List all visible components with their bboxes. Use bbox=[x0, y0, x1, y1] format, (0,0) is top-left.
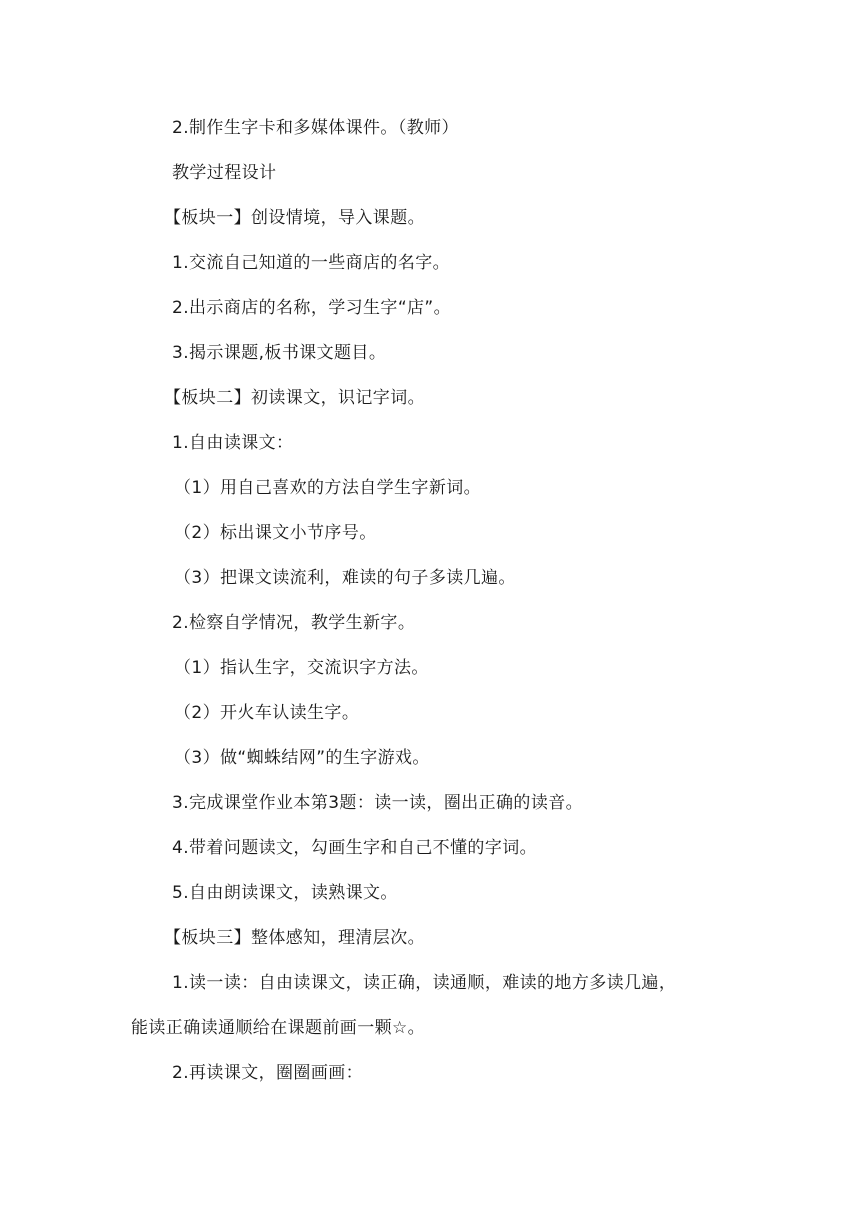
block-1-step-2: 2.出示商店的名称，学习生字“店”。 bbox=[172, 298, 452, 318]
block-2-heading: 【板块二】初读课文，识记字词。 bbox=[164, 388, 425, 408]
block-2-step-1-sub-2: （2）标出课文小节序号。 bbox=[174, 523, 377, 543]
block-2-step-2-sub-2: （2）开火车认读生字。 bbox=[174, 703, 360, 723]
block-2-step-1-sub-1: （1）用自己喜欢的方法自学生字新词。 bbox=[174, 478, 482, 498]
section-heading: 教学过程设计 bbox=[172, 163, 277, 183]
block-2-step-1-sub-3: （3）把课文读流利，难读的句子多读几遍。 bbox=[174, 568, 516, 588]
block-3-heading: 【板块三】整体感知，理清层次。 bbox=[164, 928, 425, 948]
block-3-step-1: 1.读一读：自由读课文，读正确，读通顺，难读的地方多读几遍， bbox=[172, 973, 677, 993]
block-3-step-1-continued: 能读正确读通顺给在课题前画一颗☆。 bbox=[131, 1018, 426, 1038]
block-2-step-1: 1.自由读课文： bbox=[172, 433, 294, 453]
block-2-step-3: 3.完成课堂作业本第3题：读一读，圈出正确的读音。 bbox=[172, 793, 584, 813]
block-2-step-2: 2.检察自学情况，教学生新字。 bbox=[172, 613, 416, 633]
block-2-step-4: 4.带着问题读文，勾画生字和自己不懂的字词。 bbox=[172, 838, 538, 858]
block-3-step-2: 2.再读课文，圈圈画画： bbox=[172, 1063, 364, 1083]
prep-item-2: 2.制作生字卡和多媒体课件。（教师） bbox=[172, 118, 459, 138]
block-2-step-5: 5.自由朗读课文，读熟课文。 bbox=[172, 883, 398, 903]
block-1-step-1: 1.交流自己知道的一些商店的名字。 bbox=[172, 253, 451, 273]
block-2-step-2-sub-3: （3）做“蜘蛛结网”的生字游戏。 bbox=[174, 748, 430, 768]
block-2-step-2-sub-1: （1）指认生字，交流识字方法。 bbox=[174, 658, 429, 678]
block-1-step-3: 3.揭示课题,板书课文题目。 bbox=[172, 343, 387, 363]
block-1-heading: 【板块一】创设情境，导入课题。 bbox=[164, 208, 425, 228]
